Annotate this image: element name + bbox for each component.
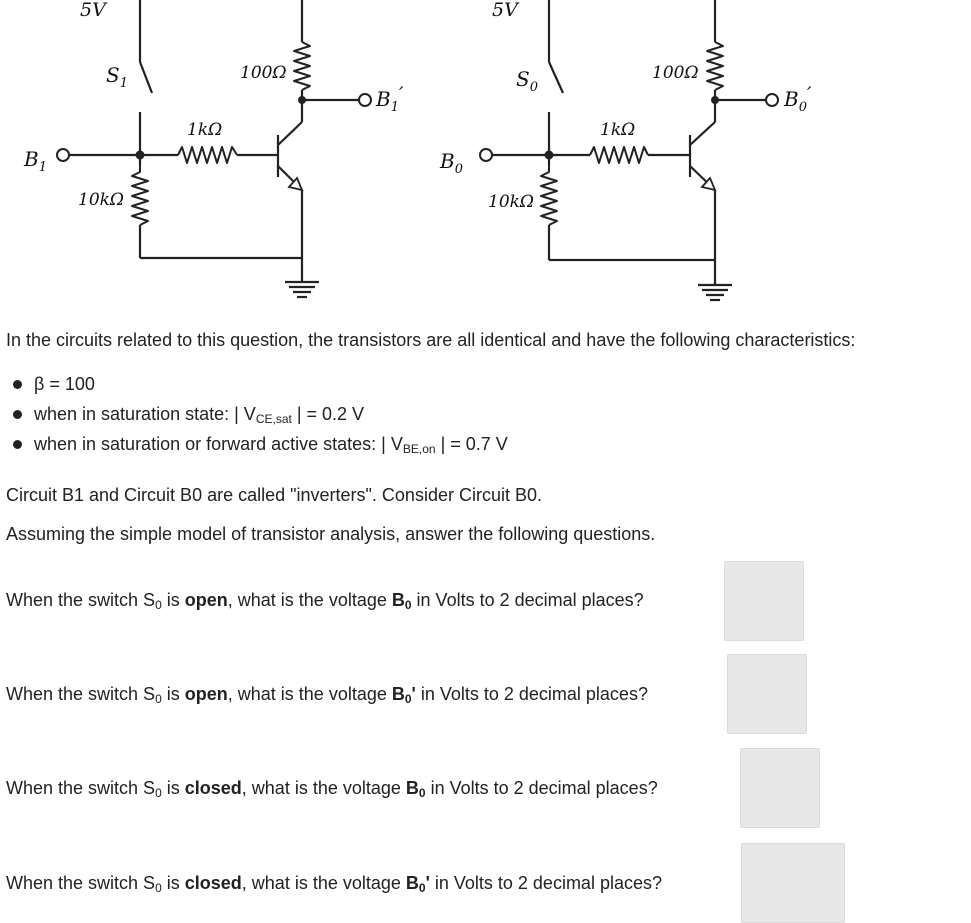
b1-pull-res-label: 10kΩ [78, 190, 125, 210]
b1-output-label: $B_1'$ [376, 82, 404, 115]
b0-output-label: $B_0'$ [784, 82, 812, 115]
question-1: When the switch $S_0$ is open, what is the voltage $B_0$ in Volts to 2 decimal places? [6, 590, 644, 612]
list-item [10, 430, 508, 460]
vce-suffix: | = 0.2 V [291, 404, 365, 424]
b0-switch-label: $S_0$ [516, 67, 538, 95]
b1-switch-blade [140, 62, 152, 93]
b1-pulldown-resistor [132, 165, 148, 225]
b1-base-resistor [178, 147, 237, 163]
b0-transistor [690, 122, 715, 190]
question-2: When the switch $S_0$ is open, what is the voltage $B_0'$ in Volts to 2 decimal places? [6, 684, 648, 706]
vbe-suffix: | = 0.7 V [435, 434, 508, 454]
b0-collector-resistor [707, 42, 723, 90]
b1-transistor [278, 122, 302, 190]
characteristics-list [10, 370, 508, 460]
circuit-b0 [439, 0, 812, 300]
b0-base-res-label: 1kΩ [600, 120, 636, 140]
answer-input-4[interactable] [741, 843, 845, 923]
b0-input-label: $B_0$ [440, 149, 463, 177]
intro-text: In the circuits related to this question, the transistors are all identical and have the following characteristics: [6, 330, 856, 350]
circuit-diagrams [0, 0, 971, 320]
answer-input-3[interactable] [740, 748, 820, 828]
vbe-sub: BE,on [402, 442, 436, 456]
vbe-prefix: when in saturation or forward active states: | V [34, 434, 403, 454]
vce-prefix: when in saturation state: | V [34, 404, 256, 424]
list-item [10, 370, 508, 400]
answer-input-2[interactable] [727, 654, 807, 734]
paragraph-assumption: Assuming the simple model of transistor analysis, answer the following questions. [6, 524, 656, 544]
vce-sub: CE,sat [255, 412, 292, 426]
b1-output-terminal [359, 94, 371, 106]
paragraph-inverters: Circuit B1 and Circuit B0 are called "inverters". Consider Circuit B0. [6, 485, 542, 505]
b0-ground-icon [698, 285, 732, 300]
b0-supply-label: 5V [492, 0, 518, 21]
b0-collector-res-label: 100Ω [652, 63, 699, 83]
b1-collector-res-label: 100Ω [240, 63, 287, 83]
circuit-b1 [23, 0, 404, 297]
answer-input-1[interactable] [724, 561, 804, 641]
list-item [10, 400, 508, 430]
b1-ground-icon [285, 282, 319, 297]
b1-base-res-label: 1kΩ [187, 120, 223, 140]
beta-text: β = 100 [34, 374, 95, 394]
b0-output-terminal [766, 94, 778, 106]
b1-collector-resistor [294, 42, 310, 90]
b0-pull-res-label: 10kΩ [488, 192, 535, 212]
b1-supply-label: 5V [80, 0, 106, 21]
b0-base-resistor [590, 147, 648, 163]
b1-input-label: $B_1$ [24, 147, 47, 175]
b0-switch-blade [549, 62, 563, 93]
b1-switch-label: $S_1$ [106, 63, 128, 91]
question-3: When the switch $S_0$ is closed, what is the voltage $B_0$ in Volts to 2 decimal places? [6, 778, 658, 800]
question-4: When the switch $S_0$ is closed, what is the voltage $B_0'$ in Volts to 2 decimal places? [6, 873, 662, 895]
b1-input-terminal [57, 149, 69, 161]
b0-input-terminal [480, 149, 492, 161]
b0-pulldown-resistor [541, 165, 557, 225]
